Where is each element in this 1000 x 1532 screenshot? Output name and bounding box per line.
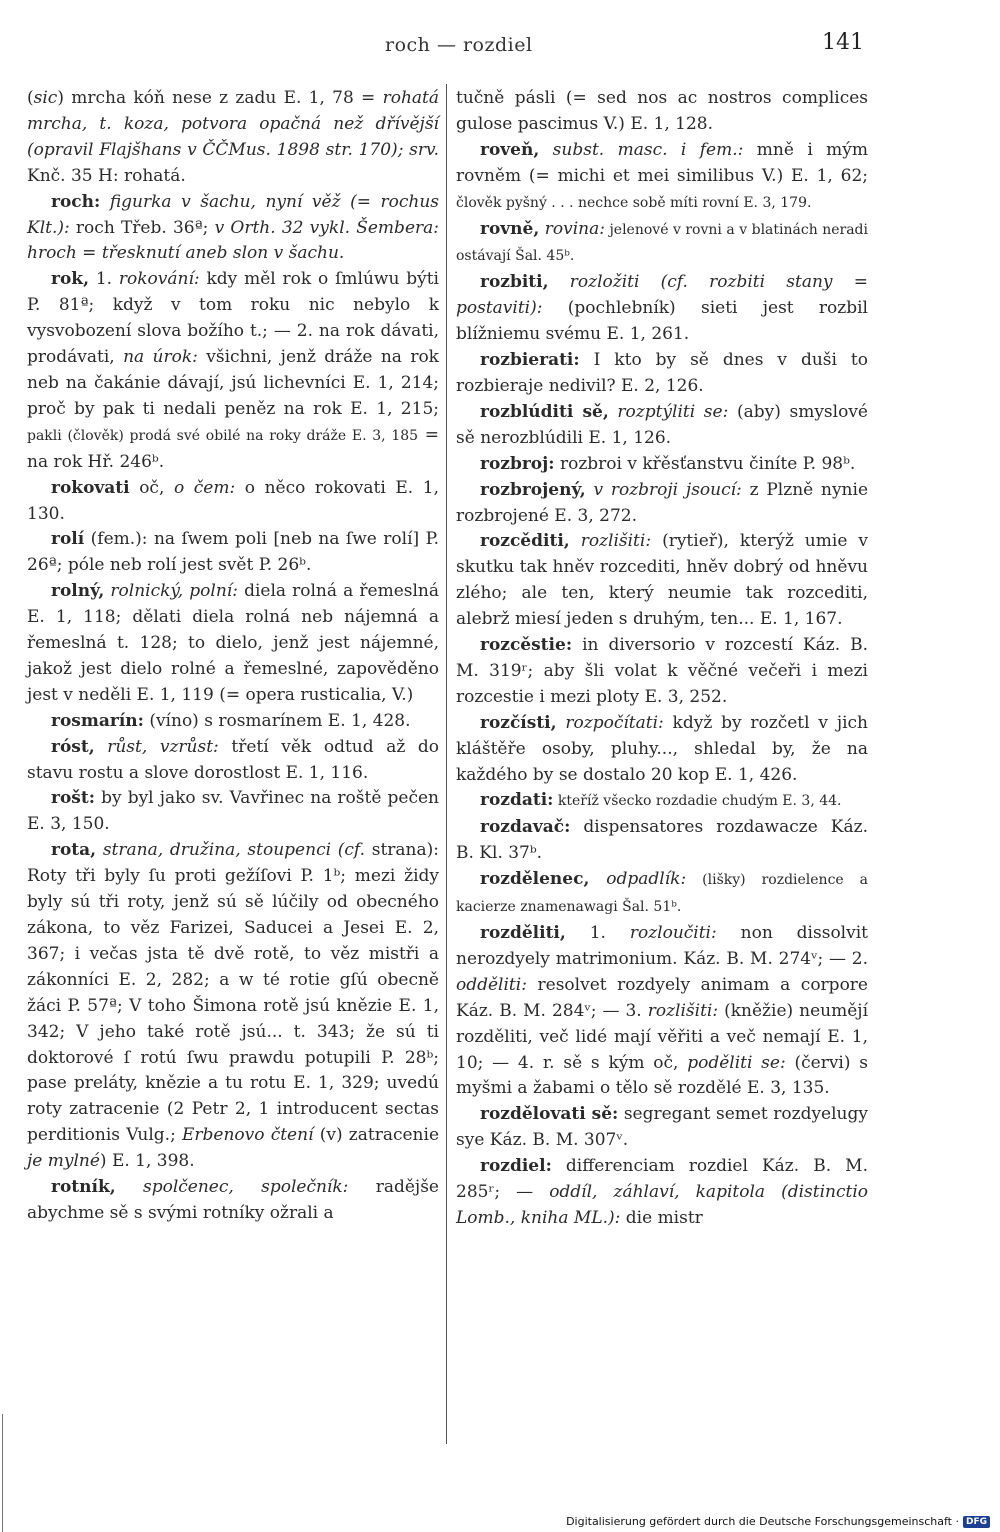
dictionary-entry — [456, 921, 868, 1102]
column-divider — [446, 84, 447, 1444]
entry-text: oč, — [129, 477, 174, 498]
entry-text: strana): Roty tři byly ſu proti gežíſovi P. 1ᵇ; mezi židy byly sú tři roty, jenž sú sě lúčily od obecného zákona, to věz Farizei, Saducei a Jesei E. 2, 367; i večas jsta tě dvě rotě, to věz mistři a zákonníci E. 2, 282; a w té rotie gſú obecně žáci P. 57ª; V toho Šimona rotě jsú knězie E. 1, 342; V jeho také rotě jsú... t. 343; že sú ti doktorové ſ rotú ſwu prawdu potupili P. 28ᵇ; pase preláty, knězie a tu rotu E. 1, 329; uvedú roty zatracenie (2 Petr 2, 1 introducent sectas perditionis Vulg.; — [27, 840, 439, 1146]
footer — [566, 1515, 990, 1528]
entry-text: I kto by sě dnes v duši to rozbieraje nedivil? E. 2, 126. — [456, 350, 868, 396]
entry-text: (rytieř), kterýž umie v skutku tak hněv rozcediti, hněv dobrý od hněvu zlého; ale ten, který neumie tak rozcediti, alebrž miesí jeden s druhým, ten... E. 1, 167. — [456, 531, 868, 630]
entry-gloss: rolnický, polní: — [104, 581, 238, 602]
entry-headword: rozdiel: — [480, 1156, 552, 1177]
entry-gloss: v Orth. 32 vykl. Šembera: hroch = třesknutí aneb slon v šachu. — [27, 217, 439, 264]
entry-headword: roch: — [51, 191, 101, 212]
entry-headword: rotník, — [51, 1177, 116, 1198]
entry-quote-small: kteříž všecko rozdadie chudým E. 3, 44. — [553, 793, 842, 810]
dictionary-entry — [456, 478, 868, 530]
entry-headword: rozdělovati sě: — [480, 1104, 619, 1125]
entry-text: resolvet rozdyely animam a corpore Káz. B. M. 284ᵛ; — 3. — [456, 974, 868, 1021]
entry-text: non dissolvit nerozdyely matrimonium. Káz. B. M. 274ᵛ; — 2. — [456, 923, 868, 969]
entry-text: dispensatores rozdawacze Káz. B. Kl. 37ᵇ. — [456, 817, 868, 864]
entry-gloss: strana, družina, stoupenci (cf. — [96, 840, 365, 861]
entry-headword: rozděliti, — [480, 923, 566, 943]
entry-text: (aby) smyslové sě nerozblúdili E. 1, 126. — [456, 401, 868, 448]
entry-text: segregant semet rozdyelugy sye Káz. B. M. 307ᵛ. — [456, 1104, 868, 1151]
entry-text: (kněžie) neumějí rozděliti, več lidé mají věřiti a več nemají E. 1, 10; — 4. r. sě s kým oč, — [456, 1000, 868, 1073]
entry-headword: rok, — [51, 269, 89, 290]
entry-headword: rozbierati: — [480, 350, 580, 371]
dictionary-entry — [27, 709, 439, 735]
entry-headword: rozbiti, — [480, 272, 549, 293]
dfg-logo: DFG — [963, 1516, 990, 1528]
dictionary-entry — [27, 190, 439, 268]
dictionary-entry — [456, 633, 868, 711]
dictionary-entry — [27, 86, 439, 190]
dictionary-entry — [27, 1175, 439, 1227]
entry-text: z Plzně nynie rozbrojené E. 3, 272. — [456, 479, 869, 526]
entry-gloss: poděliti se: — [687, 1052, 786, 1073]
entry-gloss: o čem: — [173, 477, 236, 498]
entry-headword: rosmarín: — [51, 710, 144, 731]
entry-gloss: rozpočítati: — [556, 712, 664, 733]
entry-text: 1. — [565, 923, 630, 943]
page-header — [0, 30, 1000, 64]
entry-gloss: rozlišiti: — [569, 531, 652, 552]
entry-text: 1. — [89, 269, 119, 290]
page-number: 141 — [822, 30, 864, 55]
entry-text: mně i mým rovněm (= michi et mei similibus V.) E. 1, 62; — [456, 139, 869, 186]
entry-headword: rozdati: — [480, 790, 554, 811]
entry-text: o něco rokovati E. 1, 130. — [27, 477, 439, 524]
entry-headword: rolný, — [51, 581, 105, 602]
entry-gloss: rokování: — [118, 269, 200, 290]
entry-text: differenciam rozdiel Káz. B. M. 285ʳ; — — [456, 1156, 868, 1203]
entry-gloss: rovina: — [539, 218, 605, 239]
entry-headword: rozdavač: — [480, 817, 571, 838]
entry-gloss: rozlišiti: — [647, 1000, 719, 1021]
entry-text: ( — [27, 88, 34, 108]
dictionary-entry — [456, 270, 868, 348]
entry-text: = na rok Hř. 246ᵇ. — [27, 424, 439, 472]
entry-text: třetí věk odtud až do stavu rostu a slove dorostlost E. 1, 116. — [27, 736, 440, 783]
entry-gloss: rozloučiti: — [629, 923, 717, 943]
entry-quote-small: pakli (člověk) prodá své obilé na roky dráže E. 3, 185 — [27, 427, 419, 444]
entry-text: (pochlebník) sieti jest rozbil blížniemu svému E. 1, 261. — [456, 298, 868, 345]
entry-text: diela rolná a řemeslná E. 1, 118; dělati diela rolná neb nájemná a řemeslná t. 128; to dielo, jenž jest nájemné, jakož jest dielo rolné a řemeslné, zapověděno jest v neděli E. 1, 119 (= opera rusticalia, V.) — [27, 581, 439, 705]
entry-headword: róst, — [51, 736, 95, 757]
entry-gloss: rohatá mrcha, t. koza, potvora opačná než dřívější (opravil Flajšhans v ČČMus. 1898 str. 170); srv. — [27, 88, 439, 160]
dictionary-entry — [456, 815, 868, 867]
dictionary-entry — [456, 400, 868, 452]
entry-gloss: sic — [33, 88, 58, 108]
entry-gloss: subst. masc. i fem.: — [539, 139, 744, 160]
entry-text: roch Třeb. 36ª; — [69, 217, 215, 238]
entry-gloss: figurka v šachu, nyní věž (= rochus Klt.): — [27, 191, 439, 238]
entry-gloss: je mylné — [27, 1151, 100, 1172]
entry-text: všichni, jenž dráže na rok neb na čakánie dávají, jsú lichevníci E. 1, 214; proč by pak ti nedali peněz na rok E. 1, 215; — [27, 347, 439, 419]
entry-headword: rozbroj: — [480, 453, 555, 474]
entry-gloss: na úrok: — [123, 347, 198, 368]
entry-gloss: rozptýliti se: — [608, 401, 729, 422]
entry-headword: rozbrojený, — [480, 479, 586, 500]
dictionary-entry — [456, 867, 868, 921]
entry-text: radějše abychme sě s svými rotníky ožrali a — [27, 1177, 439, 1223]
entry-headword: rošt: — [51, 788, 95, 809]
entry-text: kdy měl rok o ſmlúwu býti P. 81ª; když v tom roku nic nebylo k vysvobození slova božího t.; — 2. na rok dávati, prodávati, — [27, 269, 439, 368]
entry-headword: rozblúditi sě, — [480, 401, 609, 422]
entry-gloss: odpadlík: — [589, 869, 687, 890]
dictionary-entry — [27, 267, 439, 475]
left-column — [27, 86, 439, 1227]
entry-gloss: Erbenovo čtení — [182, 1125, 314, 1146]
entry-headword: rota, — [51, 840, 97, 861]
dictionary-entry — [27, 476, 439, 528]
entry-text: ) E. 1, 398. — [99, 1151, 195, 1172]
dictionary-entry — [456, 1102, 868, 1154]
entry-gloss: spolčenec, společník: — [115, 1177, 349, 1198]
entry-text: in diversorio v rozcestí Káz. B. M. 319ʳ; aby šli volat k věčné večeři i mezi rozcestie i mezi ploty E. 3, 252. — [456, 635, 868, 707]
dictionary-entry — [456, 348, 868, 400]
entry-quote-small: jelenové v rovni a v blatinách neradi ostávají Šal. 45ᵇ. — [456, 221, 868, 265]
running-head: roch — rozdiel — [385, 34, 533, 56]
entry-text: když by rozčetl v jich kláštěře osoby, pluhy..., shledal by, že na každého by se dostalo 20 kop E. 1, 426. — [456, 712, 868, 785]
entry-gloss: růst, vzrůst: — [94, 736, 219, 757]
entry-text: Knč. 35 H: rohatá. — [27, 165, 186, 186]
entry-text: rozbroi v křěsťanstvu činíte P. 98ᵇ. — [554, 453, 856, 474]
dictionary-entry — [456, 86, 868, 138]
entry-headword: rozdělenec, — [480, 869, 590, 890]
entry-gloss: odděliti: — [456, 974, 527, 995]
footer-credit: Digitalisierung gefördert durch die Deutsche Forschungsgemeinschaft · — [566, 1515, 959, 1528]
entry-text: die mistr — [620, 1207, 703, 1228]
dictionary-entry — [27, 786, 439, 838]
dictionary-entry — [456, 138, 868, 217]
dictionary-entry — [456, 711, 868, 789]
scan-edge-mark — [2, 1414, 3, 1532]
dictionary-entry — [456, 788, 868, 815]
entry-quote-small: člověk pyšný . . . nechce sobě míti rovní E. 3, 179. — [456, 194, 812, 211]
entry-gloss: v rozbroji jsoucí: — [585, 479, 742, 500]
entry-quote-small: (lišky) rozdielence a kacierze znamenawagi Šal. 51ᵇ. — [456, 872, 868, 916]
entry-gloss: oddíl, záhlaví, kapitola (distinctio Lomb., kniha ML.): — [456, 1182, 868, 1228]
entry-headword: rokovati — [51, 477, 130, 498]
entry-text: tučně pásli (= sed nos ac nostros complices gulose pascimus V.) E. 1, 128. — [456, 88, 868, 134]
entry-headword: roveň, — [480, 139, 540, 160]
entry-text: by byl jako sv. Vavřinec na roště pečen E. 3, 150. — [27, 788, 439, 835]
dictionary-entry — [456, 217, 868, 271]
entry-gloss: rozložiti (cf. rozbiti stany = postaviti): — [456, 272, 868, 319]
entry-headword: rozcěstie: — [480, 635, 573, 656]
dictionary-entry — [27, 527, 439, 579]
dictionary-entry — [456, 1154, 868, 1232]
entry-text: (fem.): na ſwem poli [neb na ſwe rolí] P. 26ª; póle neb rolí jest svět P. 26ᵇ. — [27, 529, 439, 576]
entry-headword: rozcěditi, — [480, 531, 570, 552]
entry-headword: rozčísti, — [480, 712, 557, 733]
entry-headword: rovně, — [480, 218, 540, 239]
right-column — [456, 86, 868, 1232]
dictionary-entry — [27, 579, 439, 709]
dictionary-entry — [27, 838, 439, 1175]
dictionary-entry — [27, 735, 439, 787]
entry-text: (červi) s myšmi a žabami o tělo sě rozdělé E. 3, 135. — [456, 1052, 869, 1099]
entry-headword: rolí — [51, 529, 85, 550]
dictionary-entry — [456, 452, 868, 478]
entry-text: (víno) s rosmarínem E. 1, 428. — [143, 710, 411, 731]
dictionary-entry — [456, 529, 868, 633]
entry-text: (v) zatracenie — [313, 1125, 439, 1146]
entry-text: ) mrcha kóň nese z zadu E. 1, 78 = — [57, 88, 383, 108]
